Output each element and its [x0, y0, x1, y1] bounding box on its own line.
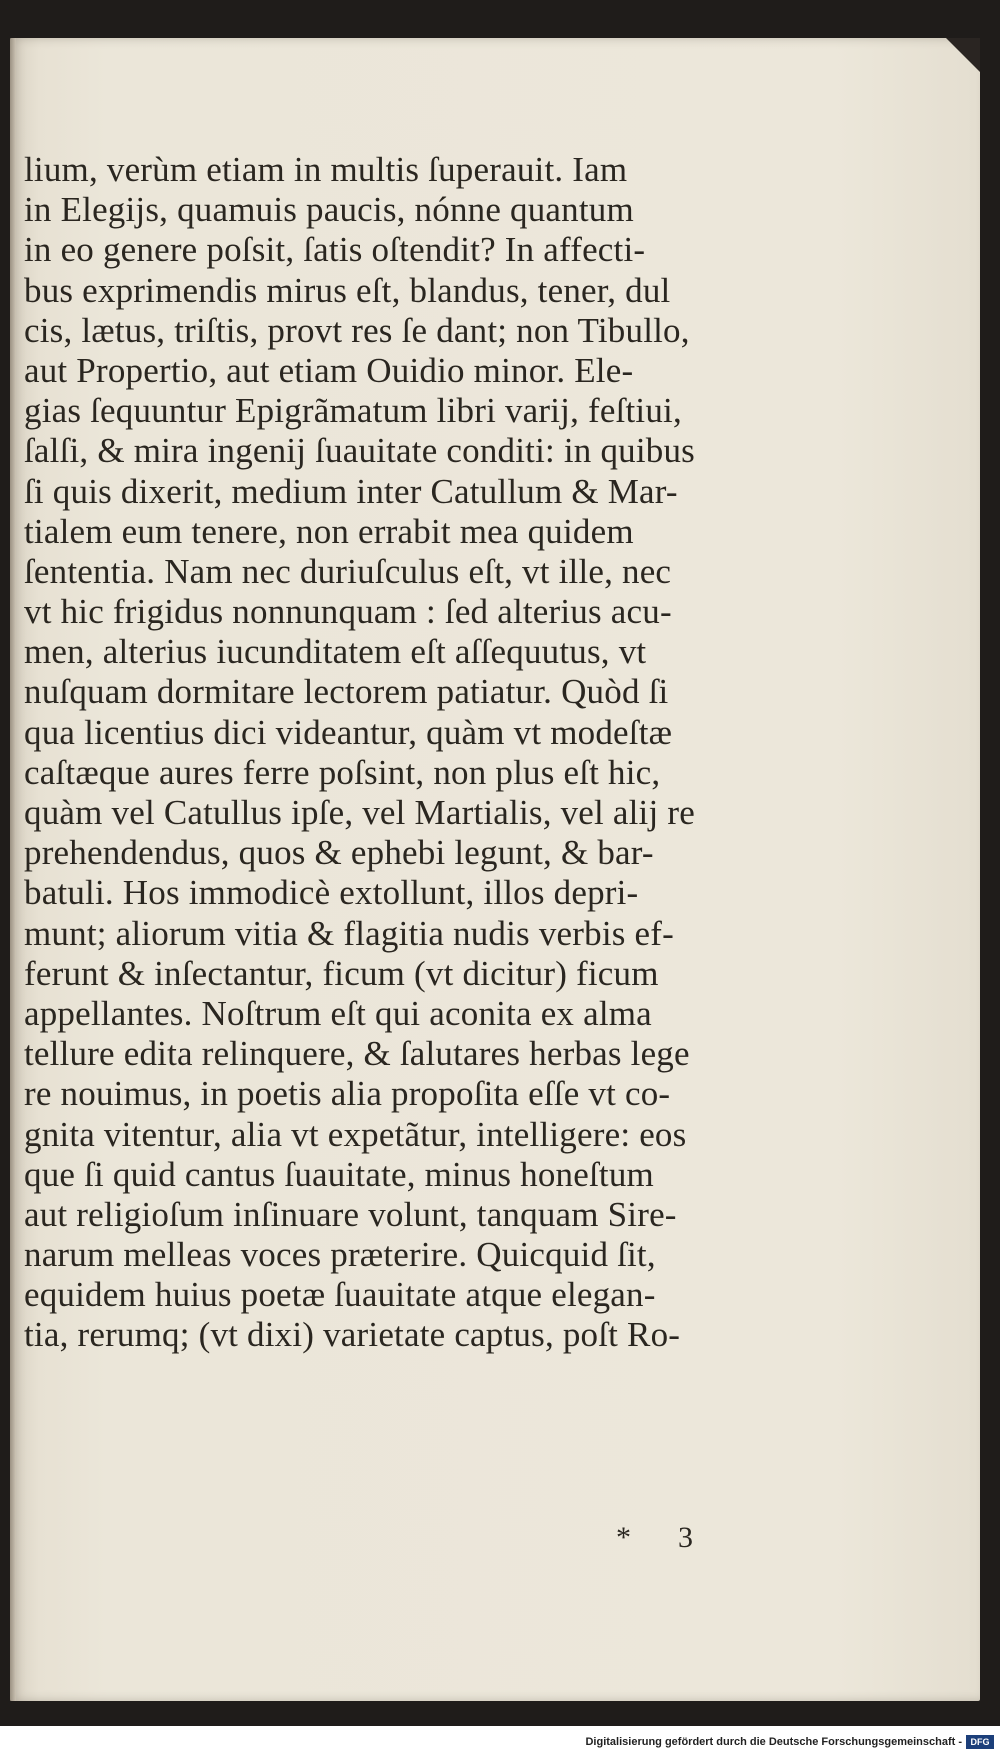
text-line: ſi quis dixerit, medium inter Catullum & Mar-	[24, 471, 678, 511]
text-line: batuli. Hos immodicè extollunt, illos depri-	[24, 873, 639, 913]
text-line: prehendendus, quos & ephebi legunt, & bar-	[24, 833, 654, 873]
funding-credit: Digitalisierung gefördert durch die Deutsche Forschungsgemeinschaft -	[585, 1736, 962, 1748]
text-line: caſtæque aures ferre poſsint, non plus eſt hic,	[24, 752, 661, 792]
page-binding-edge	[10, 38, 16, 1701]
text-line: in eo genere poſsit, ſatis oſtendit? In affecti-	[24, 230, 646, 270]
text-line: tialem eum tenere, non errabit mea quidem	[24, 511, 634, 551]
text-line: nuſquam dormitare lectorem patiatur. Quòd ſi	[24, 672, 669, 712]
text-line: in Elegijs, quamuis paucis, nónne quantum	[24, 190, 634, 230]
text-line: narum melleas voces præterire. Quicquid ſit,	[24, 1235, 656, 1275]
text-line: qua licentius dici videantur, quàm vt modeſtæ	[24, 712, 673, 752]
book-page	[10, 38, 980, 1701]
text-line: men, alterius iucunditatem eſt aſſequutus, vt	[24, 632, 647, 672]
text-line: re nouimus, in poetis alia propoſita eſſe vt co-	[24, 1074, 671, 1114]
text-line: ſententia. Nam nec duriuſculus eſt, vt ille, nec	[24, 551, 672, 591]
page-number: 3	[678, 1521, 693, 1554]
text-line: gias ſequuntur Epigrãmatum libri varij, feſtiui,	[24, 391, 682, 431]
text-line: gnita vitentur, alia vt expetãtur, intelligere: eos	[24, 1114, 687, 1154]
text-line: vt hic frigidus nonnunquam : ſed alterius acu-	[24, 592, 672, 632]
text-line: munt; aliorum vitia & flagitia nudis verbis ef-	[24, 913, 674, 953]
text-line: aut Propertio, aut etiam Ouidio minor. Ele-	[24, 350, 634, 390]
text-line: tia, rerumq; (vt dixi) varietate captus, poſt Ro-	[24, 1315, 681, 1355]
text-line: ferunt & inſectantur, ficum (vt dicitur) ficum	[24, 953, 659, 993]
text-line: quàm vel Catullus ipſe, vel Martialis, vel alij re	[24, 793, 695, 832]
text-line: bus exprimendis mirus eſt, blandus, tener, dul	[24, 270, 671, 310]
text-line: que ſi quid cantus ſuauitate, minus honeſtum	[24, 1154, 654, 1194]
page-corner-fold	[946, 38, 980, 72]
text-line: tellure edita relinquere, & ſalutares herbas lege	[24, 1034, 690, 1074]
text-line: ſalſi, & mira ingenij ſuauitate conditi: in quibus	[24, 431, 696, 471]
text-line: aut religioſum inſinuare volunt, tanquam Sire-	[24, 1194, 677, 1234]
text-line: equidem huius poetæ ſuauitate atque elegan-	[24, 1275, 656, 1315]
dfg-logo: DFG	[966, 1735, 994, 1749]
digitization-footer	[0, 1726, 1000, 1756]
text-line: appellantes. Noſtrum eſt qui aconita ex alma	[24, 993, 652, 1033]
body-text	[24, 150, 824, 1356]
text-line: cis, lætus, triſtis, provt res ſe dant; non Tibullo,	[24, 310, 690, 350]
signature-mark: *	[616, 1521, 631, 1554]
text-line: lium, verùm etiam in multis ſuperauit. Iam	[24, 150, 628, 189]
